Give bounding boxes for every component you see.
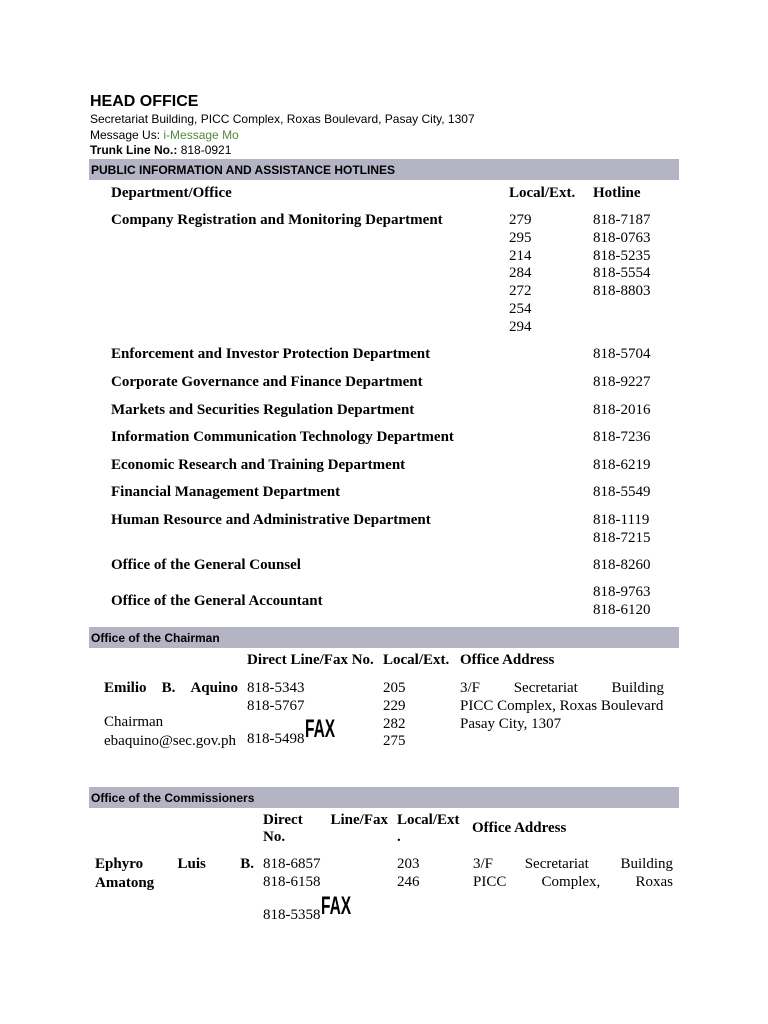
- chairman-email[interactable]: ebaquino@sec.gov.ph: [104, 733, 236, 749]
- col-local-header: Local/Ext.: [509, 185, 576, 201]
- head-office-title: HEAD OFFICE: [90, 93, 199, 110]
- chairman-section-band: [89, 627, 679, 648]
- hotlines-section-band: [89, 159, 679, 180]
- col-direct-header: Direct Line/Fax No.: [247, 652, 374, 668]
- department-name: Markets and Securities Regulation Department: [111, 402, 415, 418]
- col-department-header: Department/Office: [111, 185, 232, 201]
- chairman-name: Emilio B. Aquino: [104, 680, 238, 696]
- col-local-header-line2: .: [397, 829, 401, 845]
- department-name: Human Resource and Administrative Department: [111, 512, 431, 528]
- department-hotlines: 818-5704: [593, 346, 651, 362]
- chairman-address-line1: 3/F Secretariat Building: [460, 680, 664, 696]
- head-office-address: Secretariat Building, PICC Complex, Roxas Boulevard, Pasay City, 1307: [90, 112, 475, 126]
- col-address-header: Office Address: [460, 652, 555, 668]
- chairman-locals: 205 229 282 275: [383, 680, 406, 750]
- department-name: Economic Research and Training Department: [111, 457, 406, 473]
- commissioner-fax-number: 818-5358: [263, 907, 321, 923]
- message-us-label: Message Us:: [90, 128, 161, 142]
- col-local-header: Local/Ext: [397, 812, 460, 828]
- commissioners-section-title: Office of the Commissioners: [91, 791, 255, 805]
- department-name: Office of the General Counsel: [111, 557, 301, 573]
- chairman-direct-lines: 818-5343 818-5767: [247, 680, 305, 714]
- department-hotlines: 818-8260: [593, 557, 651, 573]
- commissioner-locals: 203 246: [397, 856, 420, 890]
- col-local-header: Local/Ext.: [383, 652, 450, 668]
- department-locals: 279 295 214 284 272 254 294: [509, 212, 532, 335]
- chairman-address-line3: Pasay City, 1307: [460, 716, 562, 732]
- department-name: Enforcement and Investor Protection Department: [111, 346, 431, 362]
- department-hotlines: 818-7236: [593, 429, 651, 445]
- trunk-line: [90, 143, 231, 157]
- trunk-line-value: 818-0921: [180, 143, 232, 157]
- col-direct-header: Direct Line/Fax: [263, 812, 388, 828]
- commissioner-name-line2: Amatong: [95, 875, 155, 891]
- department-name: Financial Management Department: [111, 484, 341, 500]
- col-hotline-header: Hotline: [593, 185, 641, 201]
- department-name: Corporate Governance and Finance Department: [111, 374, 423, 390]
- department-hotlines: 818-2016: [593, 402, 651, 418]
- commissioner-name-line1: Ephyro Luis B.: [95, 856, 254, 872]
- department-name: Information Communication Technology Department: [111, 429, 454, 445]
- chairman-section-title: Office of the Chairman: [91, 631, 220, 645]
- commissioner-direct-lines: 818-6857 818-6158: [263, 856, 321, 890]
- department-name: Office of the General Accountant: [111, 593, 323, 609]
- col-address-header: Office Address: [472, 820, 567, 836]
- message-us-line: [90, 128, 239, 142]
- chairman-position: Chairman: [104, 714, 164, 730]
- i-message-mo-link[interactable]: i-Message Mo: [163, 128, 239, 142]
- department-hotlines: 818-7187 818-0763 818-5235 818-5554 818-8803: [593, 212, 651, 300]
- department-hotlines: 818-6219: [593, 457, 651, 473]
- commissioners-section-band: [89, 787, 679, 808]
- department-hotlines: 818-9227: [593, 374, 651, 390]
- commissioner-fax-label: FAX: [321, 892, 352, 920]
- chairman-address-line2: PICC Complex, Roxas Boulevard: [460, 698, 664, 714]
- commissioner-address-line1: 3/F Secretariat Building: [473, 856, 673, 872]
- col-direct-header-line2: No.: [263, 829, 286, 845]
- chairman-fax-number: 818-5498: [247, 731, 305, 747]
- trunk-line-label: Trunk Line No.:: [90, 143, 178, 157]
- department-name: Company Registration and Monitoring Department: [111, 212, 443, 228]
- department-hotlines: 818-1119 818-7215: [593, 512, 651, 546]
- chairman-fax-label: FAX: [305, 715, 336, 743]
- department-hotlines: 818-9763 818-6120: [593, 584, 651, 618]
- department-hotlines: 818-5549: [593, 484, 651, 500]
- commissioner-address-line2: PICC Complex, Roxas: [473, 874, 673, 890]
- hotlines-section-title: PUBLIC INFORMATION AND ASSISTANCE HOTLINES: [91, 163, 395, 177]
